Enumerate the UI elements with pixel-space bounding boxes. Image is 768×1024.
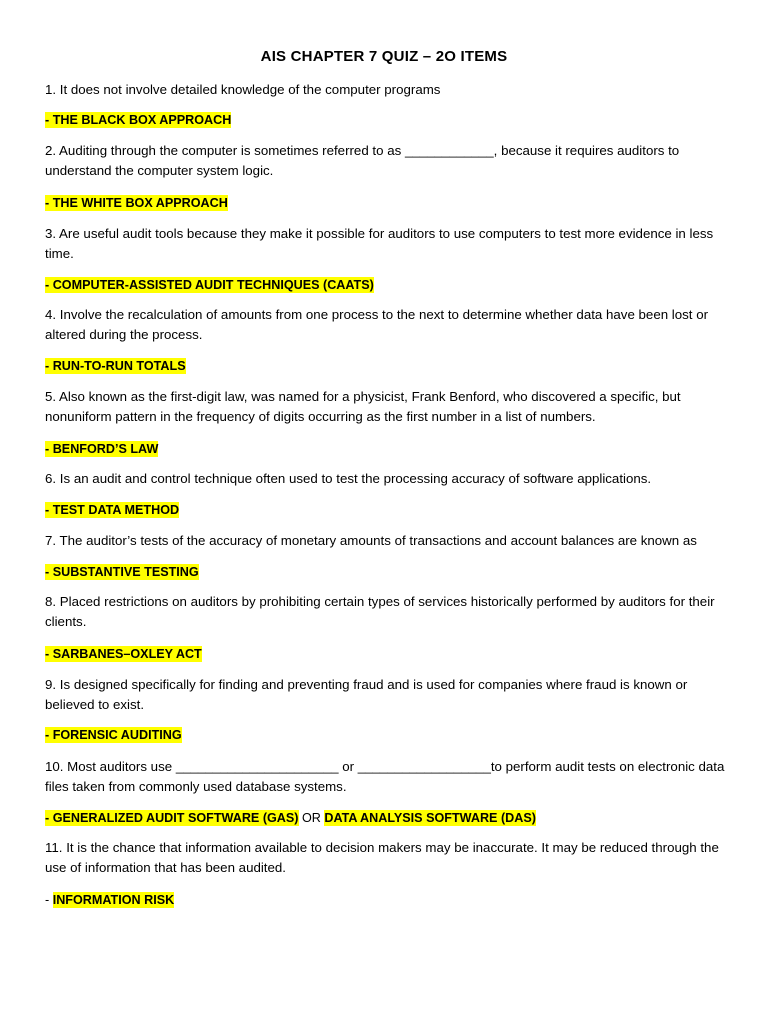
question-9: 9. Is designed specifically for finding and preventing fraud and is used for companies where fraud is known or believed to exist. (45, 677, 688, 712)
answer-10 (45, 809, 536, 827)
answer-4 (45, 357, 186, 375)
answer-highlight: - THE BLACK BOX APPROACH (45, 113, 232, 127)
question-5: 5. Also known as the first-digit law, was named for a physicist, Frank Benford, who discovered a specific, but nonuniform pattern in the frequency of digits occurring as the first number in a list of numbers. (45, 389, 681, 424)
question-3: 3. Are useful audit tools because they make it possible for auditors to use computers to test more evidence in less time. (45, 226, 714, 261)
answer-2 (45, 194, 228, 212)
answer-highlight: DATA ANALYSIS SOFTWARE (DAS) (324, 811, 536, 825)
answer-highlight: - GENERALIZED AUDIT SOFTWARE (GAS) (45, 811, 299, 825)
answer-highlight: - COMPUTER-ASSISTED AUDIT TECHNIQUES (CAATS) (45, 278, 374, 292)
answer-7 (45, 563, 199, 581)
answer-11 (45, 891, 174, 909)
answer-9 (45, 726, 182, 744)
question-1: 1. It does not involve detailed knowledge of the computer programs (45, 82, 441, 97)
answer-5 (45, 440, 158, 458)
question-4: 4. Involve the recalculation of amounts from one process to the next to determine whether data have been lost or altered during the process. (45, 307, 709, 342)
page-title: AIS CHAPTER 7 QUIZ – 2O ITEMS (260, 48, 508, 65)
answer-or: OR (298, 811, 325, 825)
answer-highlight: INFORMATION RISK (52, 893, 175, 907)
question-11: 11. It is the chance that information available to decision makers may be inaccurate. It may be reduced through the use of information that has been audited. (45, 840, 719, 875)
answer-1 (45, 111, 231, 129)
answer-prefix: - (45, 893, 53, 907)
answer-highlight: - THE WHITE BOX APPROACH (45, 196, 228, 210)
answer-highlight: - TEST DATA METHOD (45, 503, 180, 517)
answer-highlight: - SUBSTANTIVE TESTING (45, 565, 199, 579)
answer-6 (45, 501, 179, 519)
question-6: 6. Is an audit and control technique often used to test the processing accuracy of software applications. (45, 471, 652, 486)
answer-3 (45, 276, 374, 294)
answer-highlight: - FORENSIC AUDITING (45, 728, 182, 742)
question-2: 2. Auditing through the computer is sometimes referred to as ____________, because it requires auditors to understand the computer system logic. (45, 143, 680, 178)
question-10: 10. Most auditors use ______________________ or __________________to perform audit tests on electronic data files taken from commonly used database systems. (45, 759, 725, 794)
answer-highlight: - SARBANES–OXLEY ACT (45, 647, 202, 661)
answer-8 (45, 645, 202, 663)
question-8: 8. Placed restrictions on auditors by prohibiting certain types of services historically performed by auditors for their clients. (45, 594, 715, 629)
question-7: 7. The auditor’s tests of the accuracy of monetary amounts of transactions and account balances are known as (45, 533, 697, 548)
answer-highlight: - BENFORD’S LAW (45, 442, 159, 456)
answer-highlight: - RUN-TO-RUN TOTALS (45, 359, 186, 373)
